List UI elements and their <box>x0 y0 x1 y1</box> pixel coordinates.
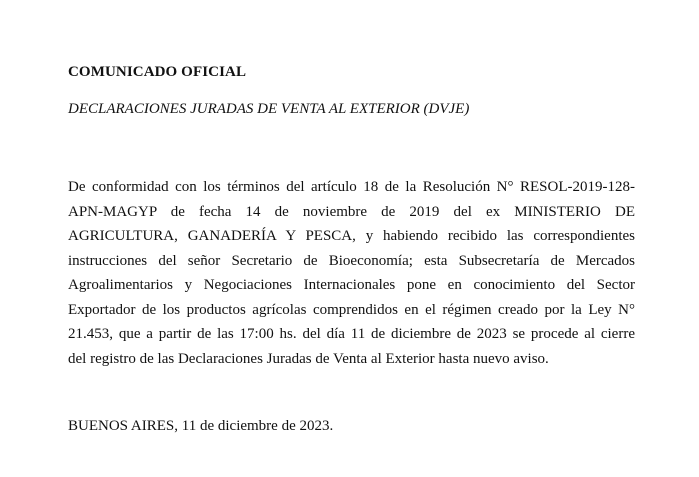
body-line: De conformidad con los términos del artículo 18 de la Resolución N° RESOL-2019-128- <box>68 179 635 195</box>
body-line: Agroalimentarios y Negociaciones Internacionales pone en conocimiento del Sector <box>68 277 635 293</box>
document-subtitle: DECLARACIONES JURADAS DE VENTA AL EXTERIOR (DVJE) <box>68 101 470 117</box>
body-paragraph <box>68 175 635 371</box>
document-title: COMUNICADO OFICIAL <box>68 64 247 80</box>
body-line: APN-MAGYP de fecha 14 de noviembre de 2019 del ex MINISTERIO DE <box>68 203 635 220</box>
body-line: 21.453, que a partir de las 17:00 hs. del día 11 de diciembre de 2023 se procede al cierre <box>68 326 635 342</box>
body-line: AGRICULTURA, GANADERÍA Y PESCA, y habiendo recibido las correspondientes <box>68 228 635 244</box>
body-line: Exportador de los productos agrícolas comprendidos en el régimen creado por la Ley N° <box>68 301 635 318</box>
body-line: instrucciones del señor Secretario de Bioeconomía; esta Subsecretaría de Mercados <box>68 252 635 269</box>
date-line: BUENOS AIRES, 11 de diciembre de 2023. <box>68 418 334 434</box>
body-line: del registro de las Declaraciones Juradas de Venta al Exterior hasta nuevo aviso. <box>68 350 549 367</box>
